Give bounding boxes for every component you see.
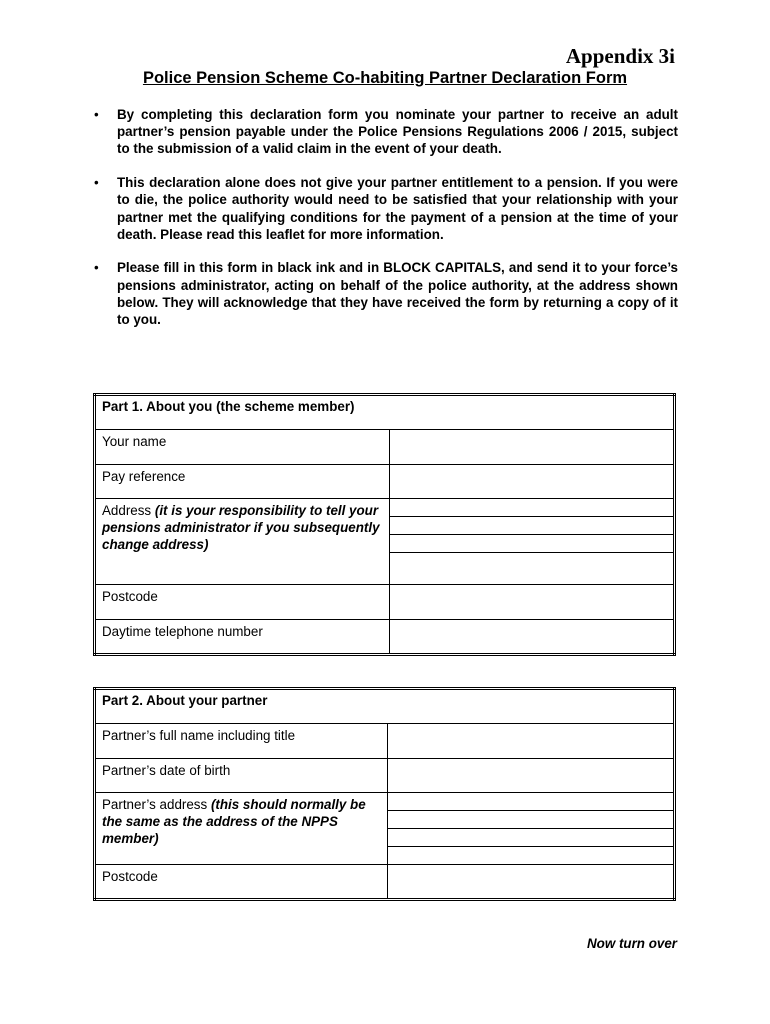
instruction-item xyxy=(92,174,678,243)
partner-address-label-cell xyxy=(95,793,388,865)
daytime-phone-label: Daytime telephone number xyxy=(95,620,390,655)
your-name-label: Your name xyxy=(95,430,390,465)
part2-table xyxy=(93,687,676,901)
address-line-2[interactable] xyxy=(390,517,673,535)
partner-address-line-1[interactable] xyxy=(388,793,673,811)
instruction-text: This declaration alone does not give your partner entitlement to a pension. If you were to die, the police authority would need to be satisfied that your relationship with your partner met the qualifying conditions for the payment of a pension at the time of your death. Please read this leaflet for more information. xyxy=(117,175,678,242)
address-line-4[interactable] xyxy=(390,553,673,584)
instruction-item xyxy=(92,259,678,328)
instruction-text: Please fill in this form in black ink and in BLOCK CAPITALS, and send it to your force’s pensions administrator, acting on behalf of the police authority, at the address shown below. They will acknowledge that they have received the form by returning a copy of it to you. xyxy=(117,260,678,328)
pay-reference-field[interactable] xyxy=(390,465,675,499)
postcode-field[interactable] xyxy=(390,585,675,620)
instructions-list xyxy=(92,106,678,345)
partner-name-label: Partner’s full name including title xyxy=(95,724,388,759)
postcode-label: Postcode xyxy=(95,585,390,620)
bullet-icon: • xyxy=(94,107,99,122)
address-label-cell xyxy=(95,499,390,585)
partner-address-note: (this should normally be the same as the address of the NPPS member) xyxy=(102,797,366,846)
partner-address-line-4[interactable] xyxy=(388,847,673,864)
turn-over-note: Now turn over xyxy=(586,936,677,951)
part1-heading: Part 1. About you (the scheme member) xyxy=(95,395,675,430)
appendix-label: Appendix 3i xyxy=(565,44,675,68)
address-line-3[interactable] xyxy=(390,535,673,553)
partner-address-field[interactable] xyxy=(388,793,675,865)
address-note: (it is your responsibility to tell your pensions administrator if you subsequently change address) xyxy=(102,503,380,552)
address-label: Address xyxy=(102,503,152,518)
part2-heading: Part 2. About your partner xyxy=(95,689,675,724)
partner-postcode-label: Postcode xyxy=(95,865,388,900)
partner-address-line-2[interactable] xyxy=(388,811,673,829)
page-title: Police Pension Scheme Co-habiting Partner Declaration Form xyxy=(142,69,628,87)
partner-address-line-3[interactable] xyxy=(388,829,673,847)
part1-table xyxy=(93,393,676,656)
pay-reference-label: Pay reference xyxy=(95,465,390,499)
bullet-icon: • xyxy=(94,175,99,191)
bullet-icon: • xyxy=(94,260,99,276)
daytime-phone-field[interactable] xyxy=(390,620,675,655)
instruction-item xyxy=(92,106,678,158)
partner-name-field[interactable] xyxy=(388,724,675,759)
partner-dob-field[interactable] xyxy=(388,759,675,793)
your-name-field[interactable] xyxy=(390,430,675,465)
partner-dob-label: Partner’s date of birth xyxy=(95,759,388,793)
address-field[interactable] xyxy=(390,499,675,585)
instruction-text: By completing this declaration form you nominate your partner to receive an adult partner’s pension payable under the Police Pensions Regulations 2006 / 2015, subject to the submission of a valid claim in the event of your death. xyxy=(117,107,678,157)
address-line-1[interactable] xyxy=(390,499,673,517)
partner-address-label: Partner’s address xyxy=(102,797,208,812)
partner-postcode-field[interactable] xyxy=(388,865,675,900)
